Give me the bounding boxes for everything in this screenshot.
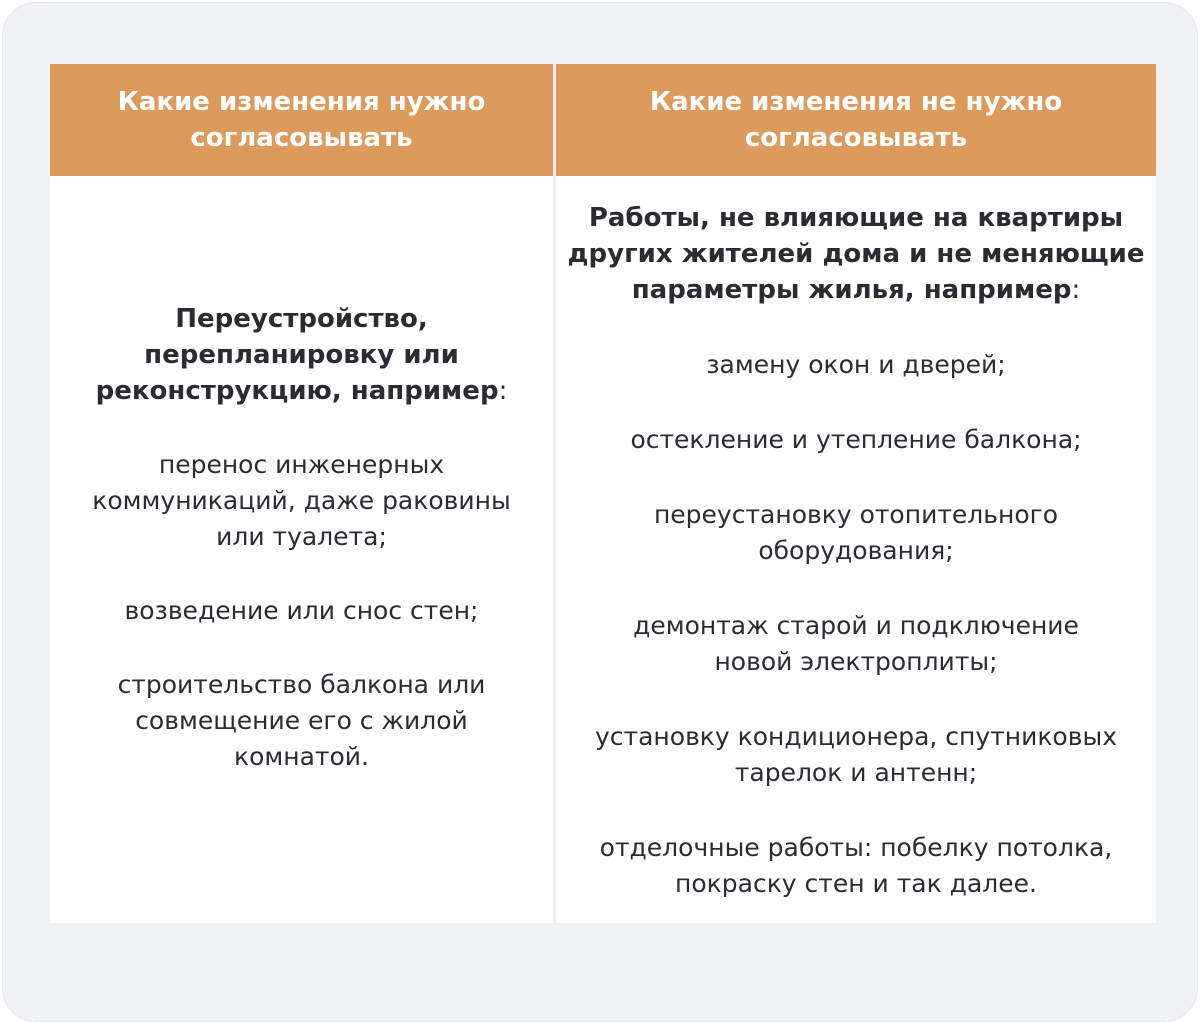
header-no-approval-text: Какие изменения не нужно согласовывать [649, 87, 1063, 153]
cell-no-approval [556, 176, 1156, 923]
no-approval-item: замену окон и дверей; [706, 350, 1006, 379]
needs-approval-intro-colon: : [498, 375, 508, 406]
no-approval-intro-text: Работы, не влияющие на квартиры других жителей дома и не меняющие параметры жилья, например [567, 203, 1145, 305]
needs-approval-item: строительство балкона или совмещение его с жилой комнатой. [117, 669, 486, 771]
needs-approval-item: перенос инженерных коммуникаций, даже раковины или туалета; [92, 449, 511, 551]
needs-approval-item: возведение или снос стен; [124, 595, 479, 625]
no-approval-item: установку кондиционера, спутниковых тарелок и антенн; [595, 722, 1117, 787]
cell-needs-approval [50, 176, 553, 923]
needs-approval-intro [80, 301, 523, 409]
no-approval-item: остекление и утепление балкона; [630, 425, 1082, 454]
needs-approval-intro-text: Переустройство, перепланировку или реконструкцию, например [95, 303, 499, 406]
header-needs-approval [50, 64, 553, 176]
no-approval-intro [566, 200, 1146, 308]
content-card [2, 2, 1198, 1022]
no-approval-item: отделочные работы: побелку потолка, покраску стен и так далее. [599, 833, 1113, 898]
comparison-table [50, 64, 1156, 923]
header-needs-approval-text: Какие изменения нужно согласовывать [117, 87, 486, 153]
no-approval-intro-colon: : [1071, 275, 1081, 305]
no-approval-item: демонтаж старой и подключение новой электроплиты; [633, 611, 1079, 676]
no-approval-item: переустановку отопительного оборудования; [653, 500, 1059, 565]
header-no-approval [556, 64, 1156, 176]
